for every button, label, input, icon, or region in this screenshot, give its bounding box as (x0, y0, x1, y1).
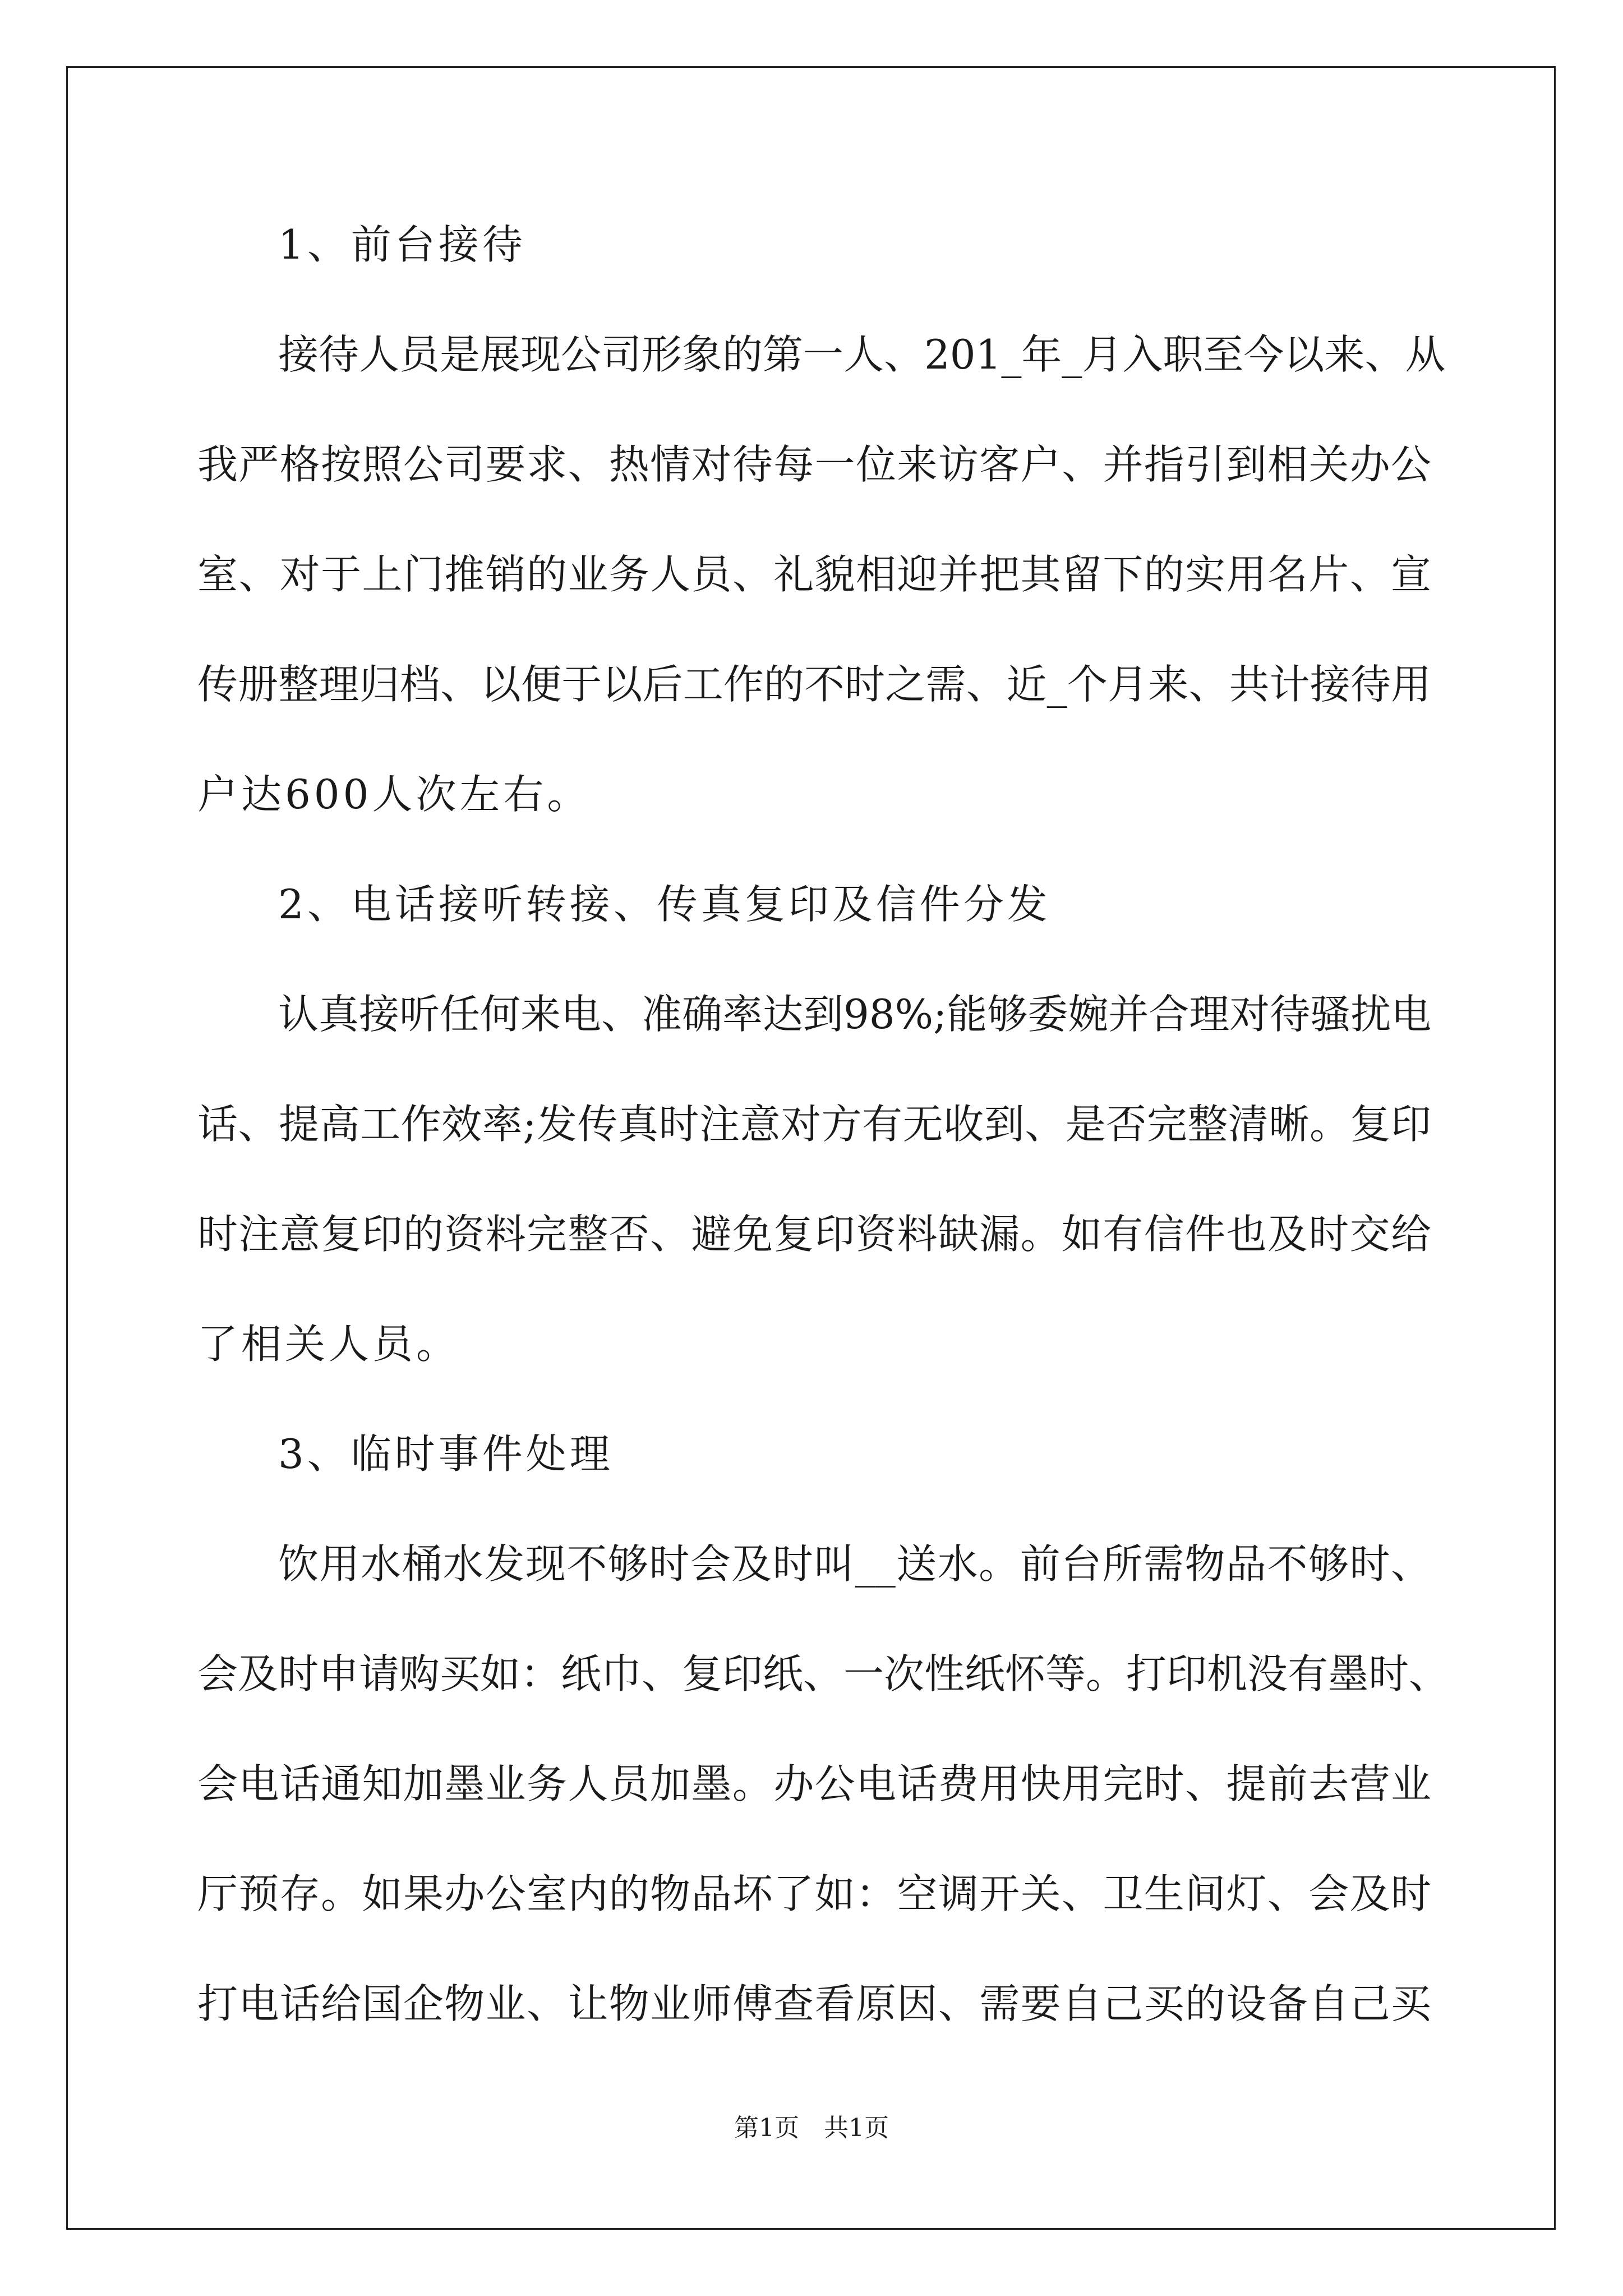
paragraph-line: 饮用水桶水发现不够时会及时叫__送水。前台所需物品不够时、 (278, 1540, 1431, 1588)
paragraph-line: 时注意复印的资料完整否、避免复印资料缺漏。如有信件也及时交给 (197, 1211, 1431, 1258)
paragraph-line: 话、提高工作效率;发传真时注意对方有无收到、是否完整清晰。复印 (197, 1101, 1431, 1148)
page-total: 共1页 (824, 2114, 889, 2142)
paragraph-line: 会及时申请购买如：纸巾、复印纸、一次性纸怀等。打印机没有墨时、 (197, 1650, 1450, 1697)
paragraph-line: 厅预存。如果办公室内的物品坏了如：空调开关、卫生间灯、会及时 (197, 1870, 1431, 1917)
section-heading-reception: 1、前台接待 (278, 221, 526, 268)
section-heading-phone: 2、电话接听转接、传真复印及信件分发 (278, 881, 1051, 928)
page-footer (0, 2116, 1623, 2141)
paragraph-line: 打电话给国企物业、让物业师傅查看原因、需要自己买的设备自己买 (197, 1980, 1431, 2027)
paragraph-line: 会电话通知加墨业务人员加墨。办公电话费用快用完时、提前去营业 (197, 1760, 1431, 1807)
paragraph-line: 接待人员是展现公司形象的第一人、201_年_月入职至今以来、从 (278, 331, 1446, 378)
paragraph-line: 户达600人次左右。 (197, 771, 591, 818)
paragraph-line: 室、对于上门推销的业务人员、礼貌相迎并把其留下的实用名片、宣 (197, 551, 1431, 598)
section-heading-incidents: 3、临时事件处理 (278, 1430, 614, 1478)
page-number: 第1页 (734, 2114, 799, 2142)
paragraph-line: 我严格按照公司要求、热情对待每一位来访客户、并指引到相关办公 (197, 441, 1431, 488)
paragraph-line: 传册整理归档、以便于以后工作的不时之需、近_个月来、共计接待用 (197, 661, 1431, 708)
paragraph-line: 了相关人员。 (197, 1320, 460, 1368)
paragraph-line: 认真接听任何来电、准确率达到98%;能够委婉并合理对待骚扰电 (278, 991, 1432, 1038)
